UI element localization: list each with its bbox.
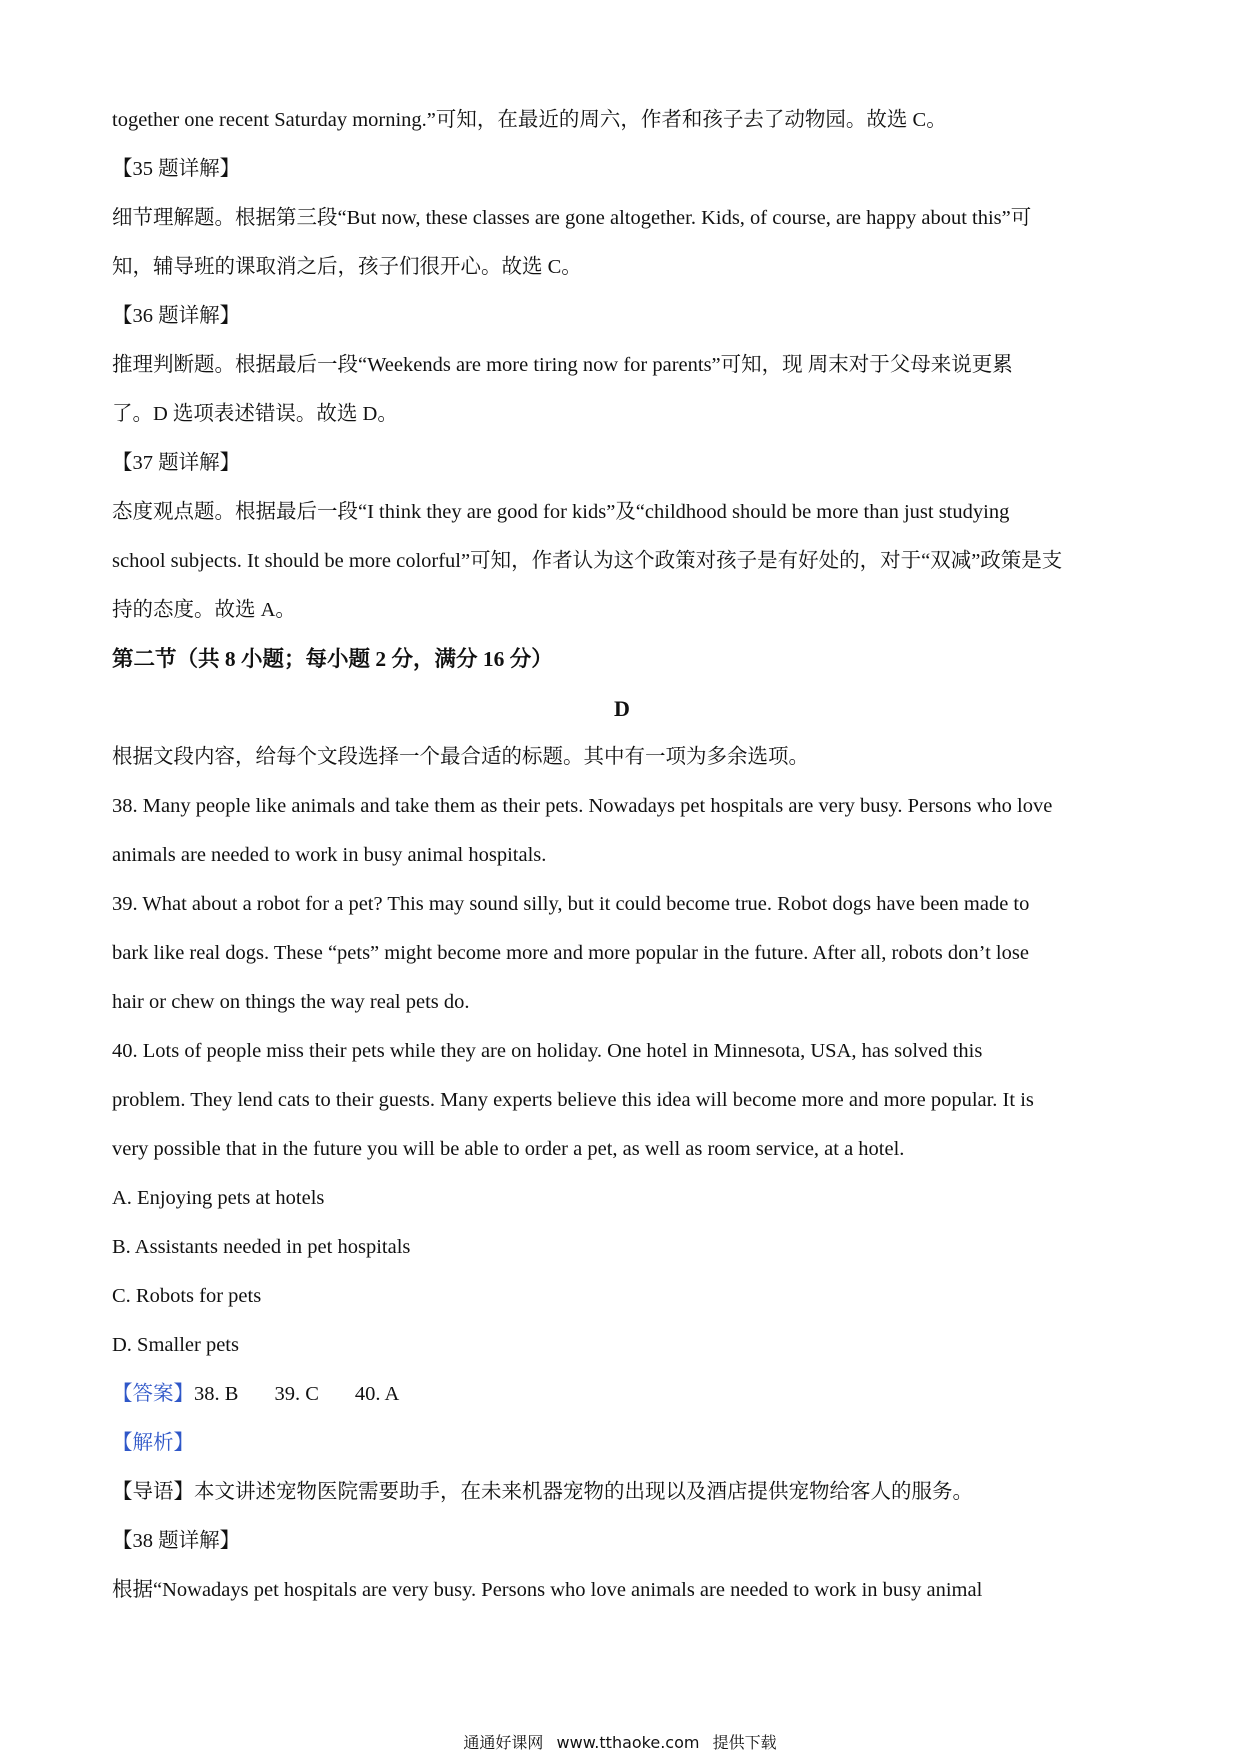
guide-text: 【导语】本文讲述宠物医院需要助手，在未来机器宠物的出现以及酒店提供宠物给客人的服务。 (112, 1481, 973, 1503)
text-line: 态度观点题。根据最后一段“I think they are good for kids”及“childhood should be more than just studying (112, 501, 1010, 523)
footer-site-url: www.tthaoke.com (556, 1733, 700, 1752)
text-line: 知，辅导班的课取消之后，孩子们很开心。故选 C。 (112, 256, 582, 278)
option-c: C. Robots for pets (112, 1285, 262, 1307)
text-line: 了。D 选项表述错误。故选 D。 (112, 403, 398, 425)
text-line: 细节理解题。根据第三段“But now, these classes are gone altogether. Kids, of course, are happy about this”可 (112, 207, 1032, 229)
q36-detail-heading: 【36 题详解】 (112, 305, 241, 327)
text-line: 根据“Nowadays pet hospitals are very busy. Persons who love animals are needed to work in busy animal (112, 1579, 983, 1601)
question-38-text: 38. Many people like animals and take them as their pets. Nowadays pet hospitals are very busy. Persons who love (112, 795, 1053, 817)
text-line: 持的态度。故选 A。 (112, 599, 296, 621)
passage-letter: D (614, 696, 630, 721)
answer-40: 40. A (354, 1383, 400, 1405)
q35-detail-heading: 【35 题详解】 (112, 158, 241, 180)
q37-detail-heading: 【37 题详解】 (112, 452, 241, 474)
analysis-label: 【解析】 (112, 1432, 194, 1454)
answer-label: 【答案】 (112, 1383, 194, 1405)
answer-39: 39. C (274, 1383, 319, 1405)
text-line: together one recent Saturday morning.”可知，在最近的周六，作者和孩子去了动物园。故选 C。 (112, 109, 947, 131)
instruction: 根据文段内容，给每个文段选择一个最合适的标题。其中有一项为多余选项。 (112, 746, 809, 768)
text-line: school subjects. It should be more colorful”可知，作者认为这个政策对孩子是有好处的，对于“双减”政策是支 (112, 550, 1063, 572)
footer-tagline: 提供下载 (712, 1733, 777, 1752)
text-line: 推理判断题。根据最后一段“Weekends are more tiring now for parents”可知，现 周末对于父母来说更累 (112, 354, 1013, 376)
question-40-text: 40. Lots of people miss their pets while they are on holiday. One hotel in Minnesota, USA, has solved this (112, 1040, 983, 1062)
footer-site-name: 通通好课网 (463, 1733, 544, 1752)
q38-detail-heading: 【38 题详解】 (112, 1530, 241, 1552)
option-a: A. Enjoying pets at hotels (112, 1187, 325, 1209)
question-39-text: 39. What about a robot for a pet? This may sound silly, but it could become true. Robot dogs have been made to (112, 893, 1030, 915)
question-39-text: bark like real dogs. These “pets” might become more and more popular in the future. After all, robots don’t lose (112, 942, 1029, 964)
question-38-text: animals are needed to work in busy animal hospitals. (112, 844, 547, 866)
option-b: B. Assistants needed in pet hospitals (112, 1236, 411, 1258)
page-footer (0, 1730, 1240, 1753)
section-title: 第二节（共 8 小题；每小题 2 分，满分 16 分） (112, 647, 553, 671)
option-d: D. Smaller pets (112, 1334, 239, 1356)
question-40-text: problem. They lend cats to their guests. Many experts believe this idea will become more and more popular. It is (112, 1089, 1034, 1111)
answer-row (112, 1370, 1132, 1419)
answer-38: 38. B (194, 1383, 239, 1405)
question-39-text: hair or chew on things the way real pets do. (112, 991, 470, 1013)
document-page (112, 96, 1132, 1615)
question-40-text: very possible that in the future you will be able to order a pet, as well as room service, at a hotel. (112, 1138, 905, 1160)
